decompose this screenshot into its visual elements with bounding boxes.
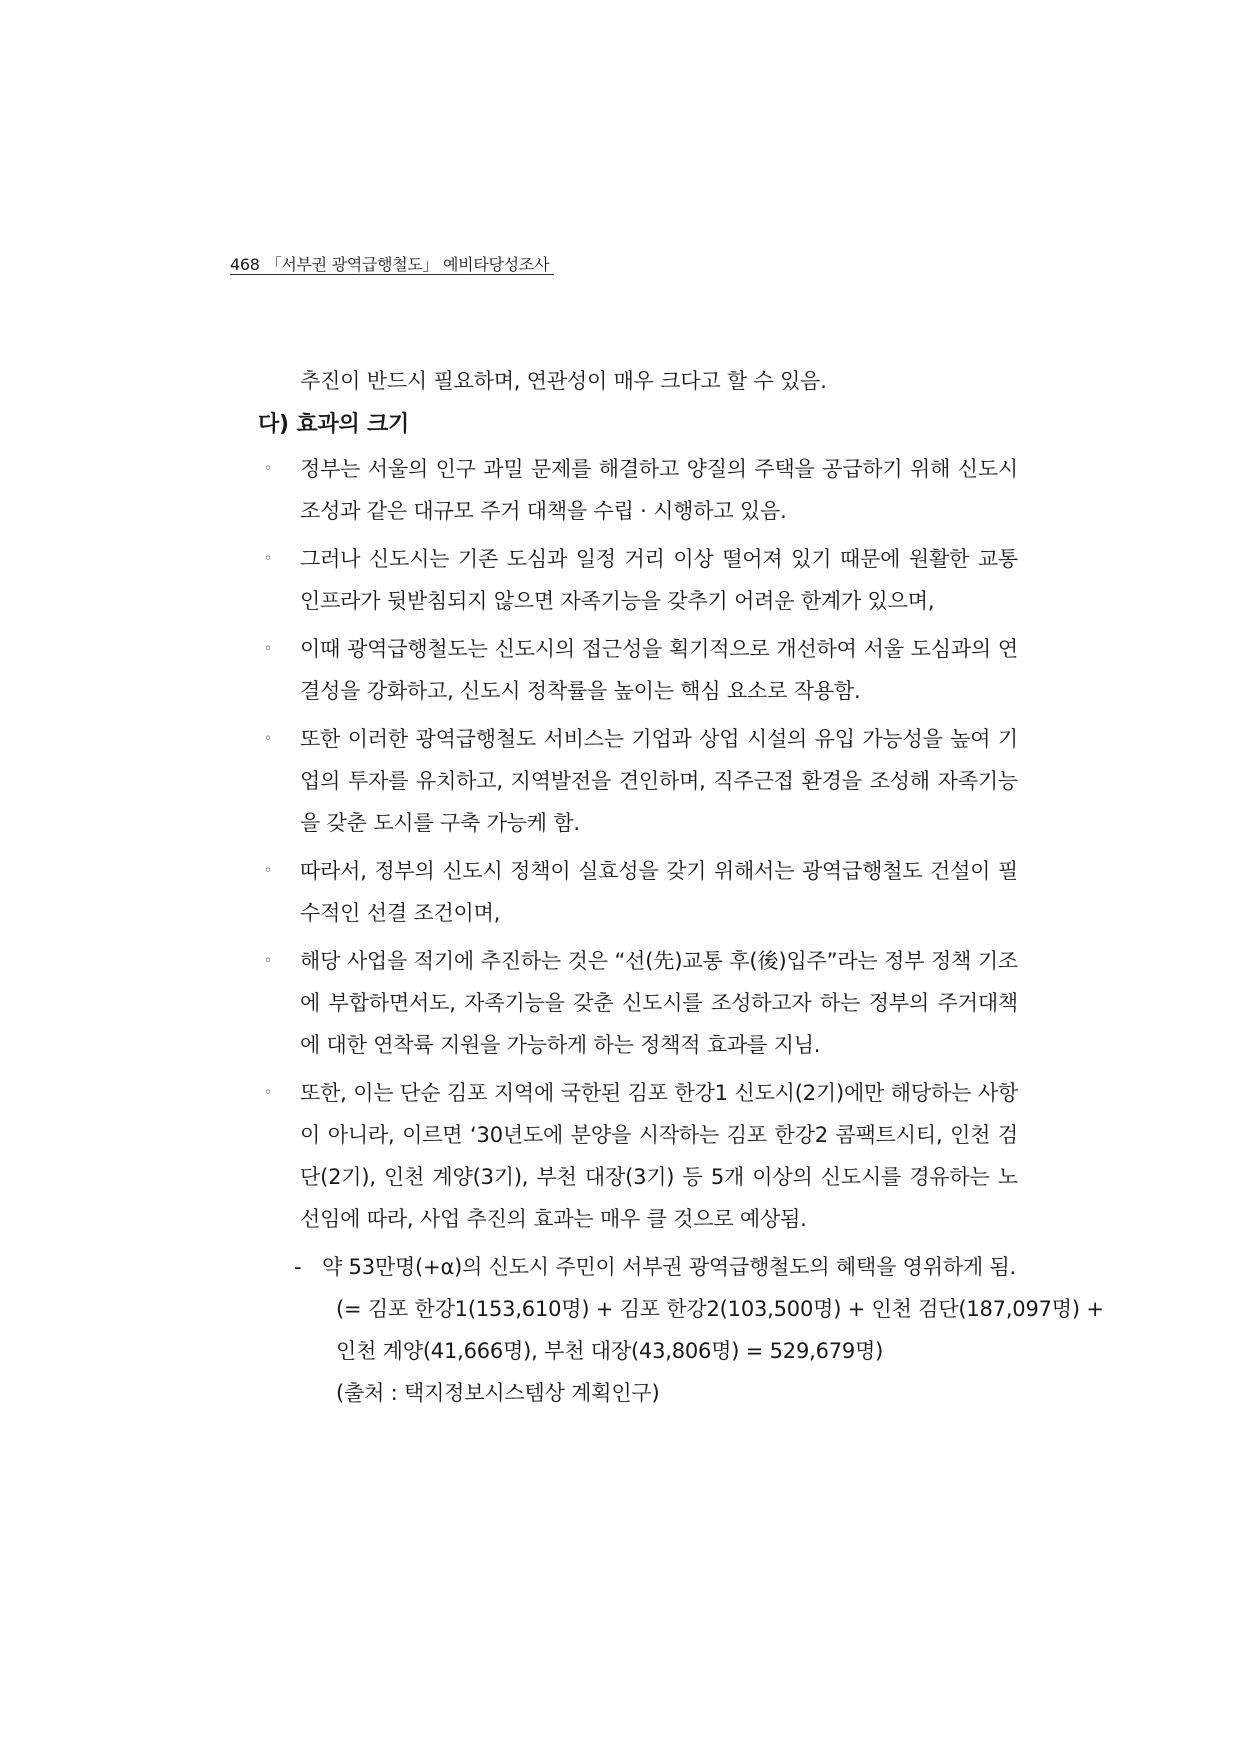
sub-item-text: 약 53만명(+α)의 신도시 주민이 서부권 광역급행철도의 혜택을 영위하게 됨.	[322, 1255, 1017, 1279]
bullet-marker: ◦	[264, 731, 273, 747]
bullet-paragraph	[258, 538, 1018, 622]
bullet-marker: ◦	[264, 641, 273, 657]
bullet-paragraph	[258, 628, 1018, 712]
bullet-marker: ◦	[264, 1085, 273, 1101]
bullet-marker: ◦	[264, 953, 273, 969]
source-note: (출처 : 택지정보시스템상 계획인구)	[336, 1381, 660, 1405]
bullet-paragraph	[258, 940, 1018, 1066]
header-underline	[230, 274, 554, 275]
population-breakdown-line-2: 인천 계양(41,666명), 부천 대장(43,806명) = 529,679명)	[336, 1339, 884, 1363]
bullet-text: 또한 이러한 광역급행철도 서비스는 기업과 상업 시설의 유입 가능성을 높여 기업의 투자를 유치하고, 지역발전을 견인하며, 직주근접 환경을 조성해 자족기능을 갖춘 도시를 구축 가능케 함.	[300, 727, 1018, 835]
continuation-line: 추진이 반드시 필요하며, 연관성이 매우 크다고 할 수 있음.	[300, 369, 827, 393]
running-header	[230, 252, 549, 275]
bullet-text: 이때 광역급행철도는 신도시의 접근성을 획기적으로 개선하여 서울 도심과의 연결성을 강화하고, 신도시 정착률을 높이는 핵심 요소로 작용함.	[300, 637, 1018, 703]
body-text	[258, 360, 1104, 1414]
page-number: 468	[230, 255, 260, 274]
bullet-paragraph	[258, 1072, 1018, 1240]
population-breakdown-line-1: (= 김포 한강1(153,610명) + 김포 한강2(103,500명) + 인천 검단(187,097명) +	[336, 1297, 1104, 1321]
bullet-paragraph	[258, 448, 1018, 532]
bullet-text: 정부는 서울의 인구 과밀 문제를 해결하고 양질의 주택을 공급하기 위해 신도시 조성과 같은 대규모 주거 대책을 수립 · 시행하고 있음.	[300, 457, 1018, 523]
bullet-text: 따라서, 정부의 신도시 정책이 실효성을 갖기 위해서는 광역급행철도 건설이 필수적인 선결 조건이며,	[300, 859, 1018, 925]
dash-marker: -	[294, 1255, 302, 1279]
bullet-text: 또한, 이는 단순 김포 지역에 국한된 김포 한강1 신도시(2기)에만 해당하는 사항이 아니라, 이르면 ‘30년도에 분양을 시작하는 김포 한강2 콤팩트시티, 인천 검단(2기), 인천 계양(3기), 부천 대장(3기) 등 5개 이상의 신도시를 경유하는 노선임에 따라, 사업 추진의 효과는 매우 클 것으로 예상됨.	[300, 1081, 1018, 1231]
report-title: 「서부권 광역급행철도」 예비타당성조사	[265, 255, 550, 274]
bullet-paragraph	[258, 718, 1018, 844]
bullet-marker: ◦	[264, 461, 273, 477]
bullet-marker: ◦	[264, 863, 273, 879]
sub-item	[258, 1246, 1104, 1414]
bullet-text: 그러나 신도시는 기존 도심과 일정 거리 이상 떨어져 있기 때문에 원활한 교통 인프라가 뒷받침되지 않으면 자족기능을 갖추기 어려운 한계가 있으며,	[300, 547, 1018, 613]
bullet-paragraph	[258, 850, 1018, 934]
bullet-text: 해당 사업을 적기에 추진하는 것은 “선(先)교통 후(後)입주”라는 정부 정책 기조에 부합하면서도, 자족기능을 갖춘 신도시를 조성하고자 하는 정부의 주거대책에 대한 연착륙 지원을 가능하게 하는 정책적 효과를 지님.	[300, 949, 1018, 1057]
section-heading: 다) 효과의 크기	[258, 412, 410, 437]
bullet-marker: ◦	[264, 551, 273, 567]
